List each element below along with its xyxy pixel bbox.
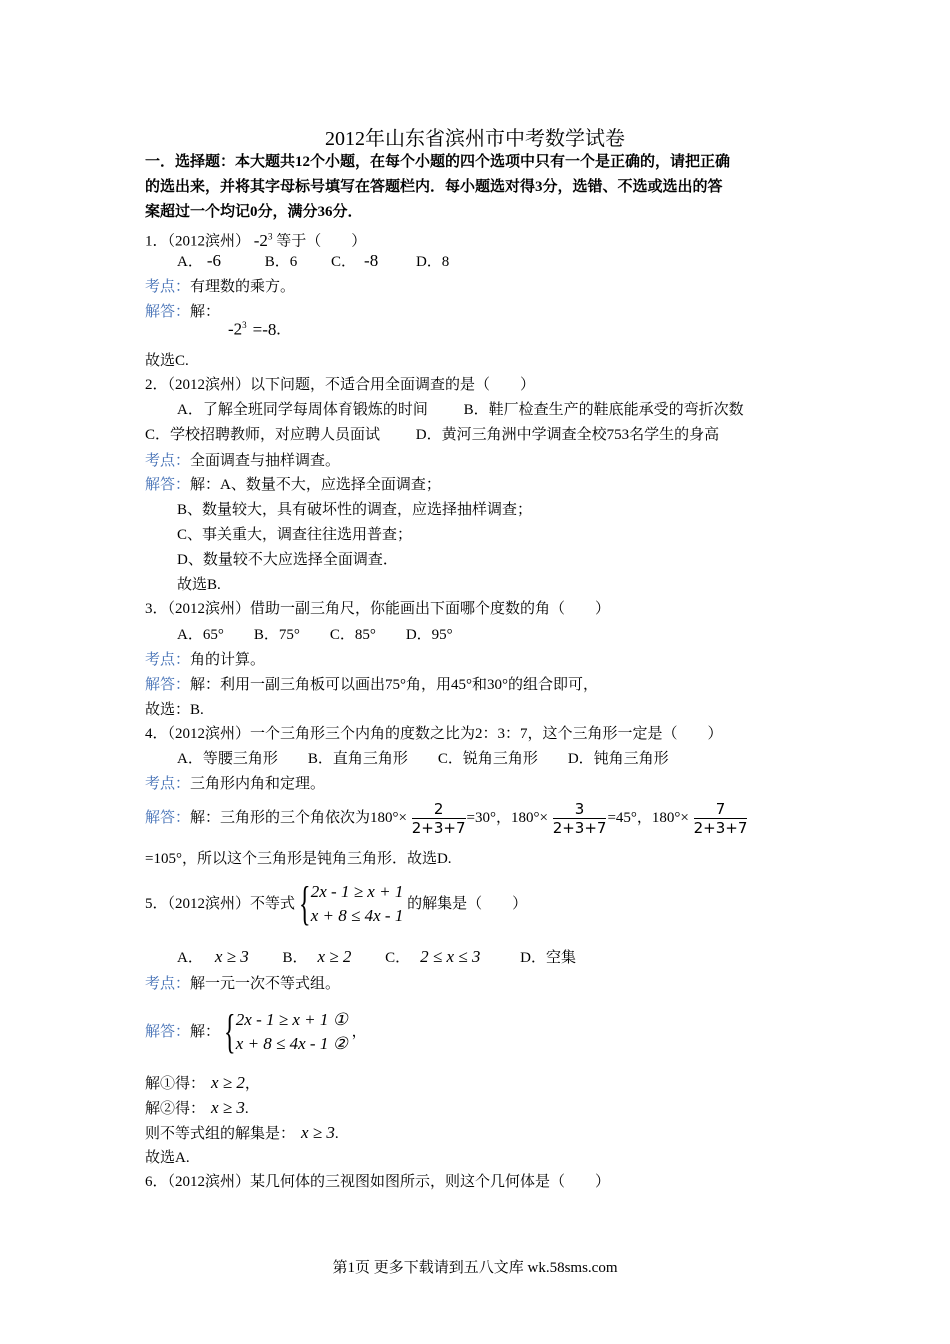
q4-fraction-1-den: 2+3+7 bbox=[411, 819, 466, 838]
q4-jieda-label: 解答： bbox=[145, 810, 191, 826]
q2-kaodian-label: 考点： bbox=[145, 453, 191, 469]
q4-kaodian-label: 考点： bbox=[145, 776, 191, 792]
q2-option-a: A．了解全班同学每周体育锻炼的时间 bbox=[177, 402, 428, 418]
q2-kaodian-text: 全面调查与抽样调查。 bbox=[190, 453, 341, 469]
q1-jieda-label: 解答： bbox=[145, 304, 191, 320]
section-intro-line1: 一．选择题：本大题共12个小题，在每个小题的四个选项中只有一个是正确的，请把正确 bbox=[145, 154, 731, 170]
q4-fraction-2-den: 2+3+7 bbox=[552, 819, 607, 838]
q1-solution-expr bbox=[228, 315, 281, 340]
q4-jieda bbox=[145, 800, 748, 837]
section-intro-line2: 的选出来，并将其字母标号填写在答题栏内．每小题选对得3分，选错、不选或选出的答 bbox=[145, 179, 723, 195]
q5-option-c: 2 ≤ x ≤ 3 bbox=[420, 947, 481, 966]
q5-option-c-label: C． bbox=[385, 950, 411, 966]
q3-jieda bbox=[145, 675, 598, 695]
q1-stem-suffix: 等于（ ） bbox=[276, 233, 367, 250]
q1-kaodian bbox=[145, 277, 295, 297]
q5-option-b-label: B． bbox=[282, 950, 308, 966]
q5-solution-ineq-1: 2x - 1 ≥ x + 1 ① bbox=[235, 1010, 348, 1029]
q4-fraction-2 bbox=[553, 800, 607, 837]
q1-option-d: D．8 bbox=[415, 254, 450, 270]
q5-option-a: x ≥ 3 bbox=[214, 947, 249, 966]
q1-kaodian-label: 考点： bbox=[145, 279, 191, 295]
q1-expr-base: -2 bbox=[253, 230, 268, 250]
q5-brace: { bbox=[298, 877, 311, 930]
q1-kaodian-text: 有理数的乘方。 bbox=[190, 279, 296, 295]
q1-option-c: -8 bbox=[364, 251, 379, 270]
q5-stem-suffix: 的解集是（ ） bbox=[407, 896, 528, 912]
q5-kaodian bbox=[145, 974, 340, 994]
page-title: 2012年山东省滨州市中考数学试卷 bbox=[325, 128, 625, 150]
page-footer: 第1页 更多下载请到五八文库 wk.58sms.com bbox=[332, 1260, 618, 1276]
q5-solution-system bbox=[223, 1005, 348, 1058]
q2-option-d: D．黄河三角洲中学调查全校753名学生的身高 bbox=[415, 427, 720, 443]
q2-jieda-line4: D、数量较不大应选择全面调查． bbox=[177, 552, 398, 568]
q3-jieda-label: 解答： bbox=[145, 677, 191, 693]
q2-option-b: B．鞋厂检查生产的鞋底能承受的弯折次数 bbox=[463, 402, 744, 418]
q5-option-a-label: A． bbox=[177, 950, 203, 966]
q1-option-c-label: C． bbox=[331, 254, 357, 270]
q1-solution-dot: . bbox=[276, 319, 281, 339]
q3-options: A．65° B．75° C．85° D．95° bbox=[177, 627, 453, 643]
q4-jieda-part2: =30°，180°× bbox=[466, 810, 548, 826]
q5-solution-brace: { bbox=[223, 1005, 236, 1058]
q4-fraction-1-num: 2 bbox=[412, 800, 466, 819]
q1-option-b: B．6 bbox=[264, 254, 298, 270]
q5-solution-ineq-2: x + 8 ≤ 4x - 1 ② bbox=[235, 1034, 348, 1053]
q3-stem: 3．（2012滨州）借助一副三角尺，你能画出下面哪个度数的角（ ） bbox=[145, 601, 611, 617]
q1-option-a: -6 bbox=[206, 251, 222, 270]
q5-step3-end: . bbox=[334, 1126, 339, 1142]
q5-jieda bbox=[145, 1005, 367, 1058]
q4-fraction-2-num: 3 bbox=[553, 800, 607, 819]
q2-jieda-line3: C、事关重大，调查往往选用普查； bbox=[177, 527, 413, 543]
q5-options bbox=[177, 947, 576, 968]
q5-kaodian-text: 解一元一次不等式组。 bbox=[190, 976, 341, 992]
q5-step1-label: 解①得： bbox=[145, 1076, 206, 1092]
q5-solution-comma: ， bbox=[351, 1024, 367, 1040]
q2-kaodian bbox=[145, 451, 340, 471]
q1-solution-exponent: 3 bbox=[242, 320, 247, 330]
q4-fraction-3 bbox=[694, 800, 748, 837]
q4-fraction-3-num: 7 bbox=[694, 800, 748, 819]
q5-inequality-2: x + 8 ≤ 4x - 1 bbox=[310, 906, 404, 925]
q5-step2-end: . bbox=[244, 1101, 249, 1117]
q2-jieda bbox=[145, 475, 441, 495]
q5-kaodian-label: 考点： bbox=[145, 976, 191, 992]
q3-kaodian bbox=[145, 650, 265, 670]
q5-jieda-label: 解答： bbox=[145, 1024, 191, 1040]
q1-answer: 故选C. bbox=[145, 353, 189, 369]
q2-jieda-line2: B、数量较大，具有破坏性的调查，应选择抽样调查； bbox=[177, 502, 533, 518]
q1-options bbox=[177, 251, 449, 272]
q1-solution-base: -2 bbox=[228, 319, 243, 339]
q4-kaodian bbox=[145, 774, 325, 794]
q1-stem-prefix: 1．（2012滨州） bbox=[145, 233, 251, 250]
q4-options: A．等腰三角形 B．直角三角形 C．锐角三角形 D．钝角三角形 bbox=[177, 751, 669, 767]
q5-answer: 故选A. bbox=[145, 1150, 190, 1166]
q4-fraction-3-den: 2+3+7 bbox=[693, 819, 748, 838]
q2-options-row1 bbox=[177, 400, 744, 420]
q4-jieda-part1: 解：三角形的三个角依次为180°× bbox=[190, 810, 407, 826]
q4-kaodian-text: 三角形内角和定理。 bbox=[190, 776, 326, 792]
q1-jieda-text: 解： bbox=[190, 304, 221, 320]
q5-step2-result: x ≥ 3 bbox=[211, 1098, 245, 1117]
q3-kaodian-text: 角的计算。 bbox=[190, 652, 266, 668]
q1-expression bbox=[254, 231, 273, 250]
q5-stem-prefix: 5．（2012滨州）不等式 bbox=[145, 896, 296, 912]
q4-stem: 4．（2012滨州）一个三角形三个内角的度数之比为2：3：7，这个三角形一定是（ ） bbox=[145, 726, 723, 742]
q5-option-b: x ≥ 2 bbox=[317, 947, 352, 966]
q3-answer: 故选：B. bbox=[145, 702, 204, 718]
q5-inequality-system bbox=[298, 877, 404, 930]
q5-step1 bbox=[145, 1073, 260, 1094]
q5-step1-result: x ≥ 2 bbox=[211, 1073, 245, 1092]
q1-option-a-label: A． bbox=[177, 254, 203, 270]
q2-jieda-label: 解答： bbox=[145, 477, 191, 493]
q2-stem: 2．（2012滨州）以下问题，不适合用全面调查的是（ ） bbox=[145, 377, 536, 393]
q5-step2-label: 解②得： bbox=[145, 1101, 206, 1117]
q3-kaodian-label: 考点： bbox=[145, 652, 191, 668]
q2-answer: 故选B. bbox=[177, 577, 221, 593]
q4-jieda-continued: =105°，所以这个三角形是钝角三角形．故选D. bbox=[145, 851, 452, 867]
q5-step2 bbox=[145, 1098, 249, 1119]
q6-stem: 6．（2012滨州）某几何体的三视图如图所示，则这个几何体是（ ） bbox=[145, 1174, 611, 1190]
q1-solution-result: =-8 bbox=[252, 319, 277, 339]
q2-options-row2 bbox=[145, 425, 719, 445]
q5-inequality-1: 2x - 1 ≥ x + 1 bbox=[310, 882, 404, 901]
q1-expr-exponent: 3 bbox=[267, 231, 273, 241]
q4-fraction-1 bbox=[412, 800, 466, 837]
q5-jieda-text: 解： bbox=[190, 1024, 221, 1040]
q5-step3-result: x ≥ 3 bbox=[301, 1123, 335, 1142]
q3-jieda-text: 解：利用一副三角板可以画出75°角，用45°和30°的组合即可， bbox=[190, 677, 599, 693]
q5-step3-label: 则不等式组的解集是： bbox=[145, 1126, 296, 1142]
q5-option-d: D．空集 bbox=[520, 950, 576, 966]
q4-jieda-part3: =45°，180°× bbox=[607, 810, 689, 826]
q5-stem bbox=[145, 877, 528, 930]
section-intro-line3: 案超过一个均记0分，满分36分． bbox=[145, 204, 363, 220]
q2-option-c: C．学校招聘教师，对应聘人员面试 bbox=[145, 427, 381, 443]
q5-step3 bbox=[145, 1123, 339, 1144]
q1-jieda bbox=[145, 302, 220, 322]
q2-jieda-line1: 解：A、数量不大，应选择全面调查； bbox=[190, 477, 441, 493]
q1-stem bbox=[145, 226, 366, 252]
q5-step1-end: ， bbox=[244, 1076, 260, 1092]
